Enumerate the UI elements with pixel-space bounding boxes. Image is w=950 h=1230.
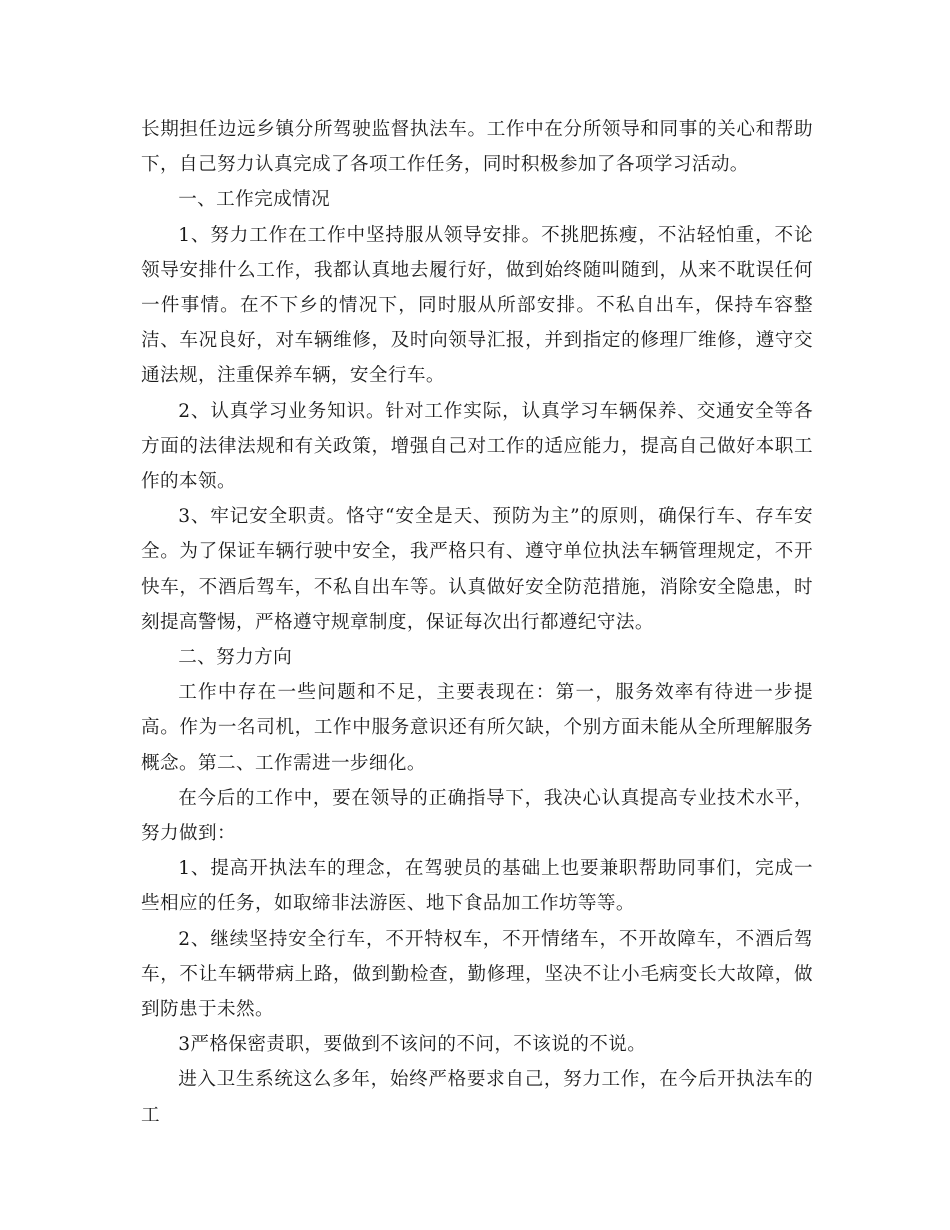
document-body — [141, 112, 813, 1133]
paragraph-future-goals: 在今后的工作中，要在领导的正确指导下，我决心认真提高专业技术水平，努力做到： — [141, 787, 813, 845]
paragraph-goal-2: 2、继续坚持安全行车，不开特权车，不开情绪车，不开故障车，不酒后驾车，不让车辆带病上路，做到勤检查，勤修理，坚决不让小毛病变长大故障，做到防患于未然。 — [141, 928, 813, 1021]
paragraph-closing: 进入卫生系统这么多年，始终严格要求自己，努力工作，在今后开执法车的工 — [141, 1069, 813, 1126]
paragraph-intro: 长期担任边远乡镇分所驾驶监督执法车。工作中在分所领导和同事的关心和帮助下，自己努力认真完成了各项工作任务，同时积极参加了各项学习活动。 — [141, 119, 813, 176]
paragraph-goal-1: 1、提高开执法车的理念，在驾驶员的基础上也要兼职帮助同事们，完成一些相应的任务，如取缔非法游医、地下食品加工作坊等等。 — [141, 858, 813, 915]
paragraph-goal-3: 3严格保密责职，要做到不该问的不问，不该说的不说。 — [178, 1034, 647, 1056]
section-heading-work-completion: 一、工作完成情况 — [178, 189, 331, 211]
section-heading-direction: 二、努力方向 — [178, 647, 293, 669]
paragraph-shortcomings: 工作中存在一些问题和不足，主要表现在：第一，服务效率有待进一步提高。作为一名司机，工作中服务意识还有所欠缺，个别方面未能从全所理解服务概念。第二、工作需进一步细化。 — [141, 682, 813, 774]
paragraph-item-1: 1、努力工作在工作中坚持服从领导安排。不挑肥拣瘦，不沾轻怕重，不论领导安排什么工作，我都认真地去履行好，做到始终随叫随到，从来不耽误任何一件事情。在不下乡的情况下，同时服从所部安排。不私自出车，保持车容整洁、车况良好，对车辆维修，及时向领导汇报，并到指定的修理厂维修，遵守交通法规，注重保养车辆，安全行车。 — [141, 224, 813, 387]
paragraph-item-2: 2、认真学习业务知识。针对工作实际，认真学习车辆保养、交通安全等各方面的法律法规和有关政策，增强自己对工作的适应能力，提高自己做好本职工作的本领。 — [141, 400, 813, 493]
paragraph-item-3: 3、牢记安全职责。恪守“安全是天、预防为主”的原则，确保行车、存车安全。为了保证车辆行驶中安全，我严格只有、遵守单位执法车辆管理规定，不开快车，不酒后驾车，不私自出车等。认真做好安全防范措施，消除安全隐患，时刻提高警惕，严格遵守规章制度，保证每次出行都遵纪守法。 — [141, 506, 813, 633]
